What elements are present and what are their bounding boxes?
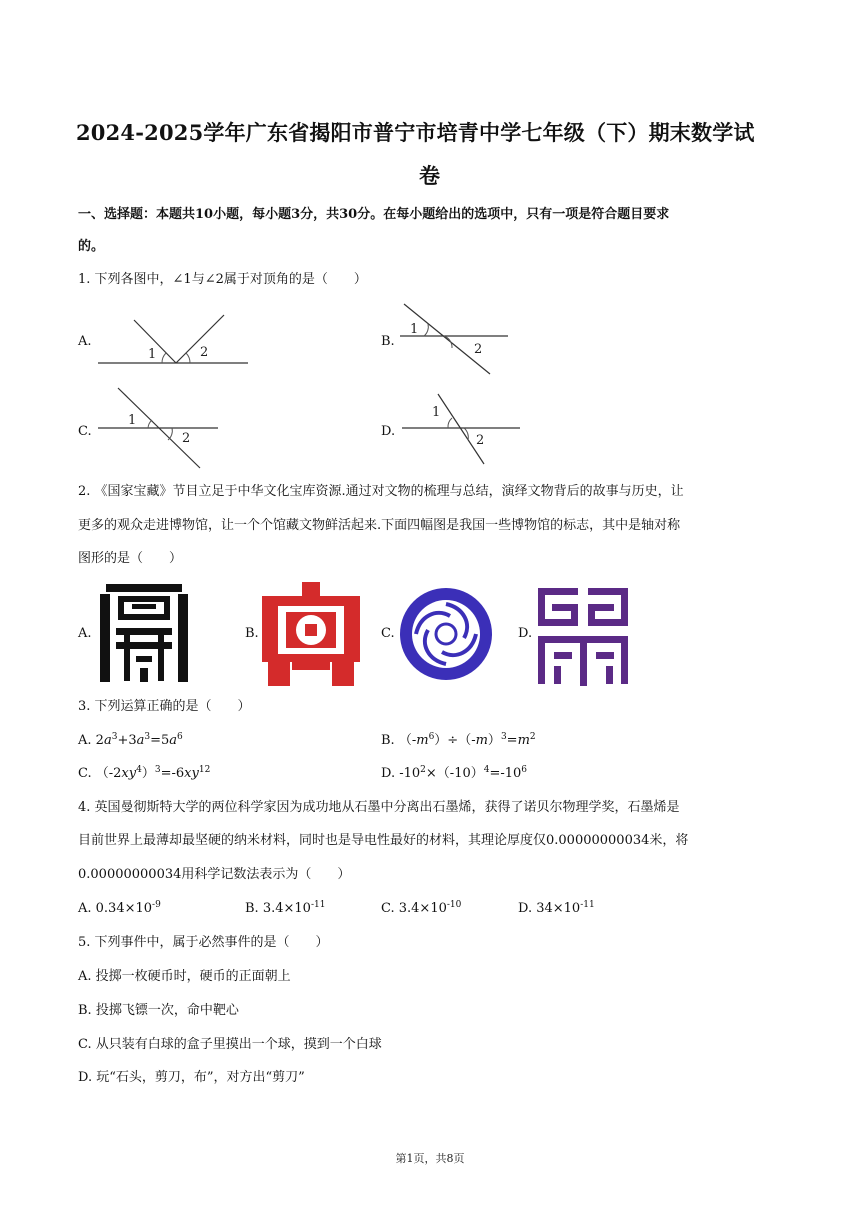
svg-text:2: 2 (182, 431, 191, 446)
question-4-line2: 目前世界上最薄却最坚硬的纳米材料，同时也是导电性最好的材料，其理论厚度仅0.00000000034米，将 (78, 833, 689, 848)
question-5-stem: 5. 下列事件中，属于必然事件的是（ ） (78, 935, 329, 950)
q2-option-b-logo (262, 582, 360, 688)
page-title-continued: 卷 (419, 163, 441, 188)
section-heading: 一、选择题：本题共10小题，每小题3分，共30分。在每小题给出的选项中，只有一项是符合题目要求 (78, 207, 670, 222)
q2-option-d-label: D. (518, 626, 533, 641)
svg-text:1: 1 (410, 322, 419, 337)
angle-1-label: 1 (148, 347, 157, 362)
svg-text:1: 1 (432, 405, 441, 420)
angle-2-label: 2 (200, 345, 209, 360)
svg-text:1: 1 (128, 413, 137, 428)
page-title: 2024-2025学年广东省揭阳市普宁市培青中学七年级（下）期末数学试 (76, 120, 755, 145)
q4-option-b: B. $3.4\times 10^{-11}$ (245, 900, 326, 916)
q1-option-b-label: B. (381, 334, 395, 349)
question-2-line2: 更多的观众走进博物馆，让一个个馆藏文物鲜活起来.下面四幅图是我国一些博物馆的标志，其中是轴对称 (78, 518, 681, 533)
q4-option-d: D. $34\times 10^{-11}$ (518, 900, 595, 916)
q1-option-a-label: A. (78, 334, 92, 349)
q2-option-d-logo (536, 584, 632, 688)
q2-option-a-logo (96, 582, 192, 686)
q3-option-d: D. $-10^2\times(-10)^4=-10^6$ (381, 765, 528, 781)
q1-option-c-figure (96, 384, 222, 472)
question-4-line1: 4. 英国曼彻斯特大学的两位科学家因为成功地从石墨中分离出石墨烯，获得了诺贝尔物理学奖，石墨烯是 (78, 800, 680, 815)
question-2-line3: 图形的是（ ） (78, 551, 183, 566)
q2-option-b-label: B. (245, 626, 259, 641)
q1-option-c-label: C. (78, 424, 92, 439)
q1-option-d-figure (398, 392, 524, 468)
q4-option-a: A. $0.34\times 10^{-9}$ (78, 900, 161, 916)
q3-option-a: A. $2a^3+3a^3=5a^6$ (78, 732, 183, 748)
question-1-stem: 1. 下列各图中，∠1与∠2属于对顶角的是（ ） (78, 272, 367, 287)
question-4-line3: 0.00000000034用科学记数法表示为（ ） (78, 867, 351, 882)
svg-text:2: 2 (476, 433, 485, 448)
q3-option-b: B. $(-m^6)\div(-m)^3=m^2$ (381, 732, 536, 748)
q1-option-d-label: D. (381, 424, 396, 439)
q2-option-a-label: A. (78, 626, 92, 641)
q3-option-c: C. $(-2xy^4)^3=-6xy^{12}$ (78, 765, 211, 781)
q5-option-b: B. 投掷飞镖一次，命中靶心 (78, 1003, 239, 1018)
question-3-stem: 3. 下列运算正确的是（ ） (78, 699, 251, 714)
question-2-line1: 2. 《国家宝藏》节目立足于中华文化宝库资源.通过对文物的梳理与总结，演绎文物背后的故事与历史，让 (78, 484, 684, 499)
q4-option-c: C. $3.4\times 10^{-10}$ (381, 900, 462, 916)
section-heading-continued: 的。 (78, 239, 105, 254)
svg-text:2: 2 (474, 342, 483, 357)
q5-option-a: A. 投掷一枚硬币时，硬币的正面朝上 (78, 969, 291, 984)
q2-option-c-label: C. (381, 626, 395, 641)
q2-option-c-logo (398, 586, 494, 682)
page-footer: 第1页，共8页 (395, 1152, 465, 1165)
q1-option-a-figure (96, 312, 256, 368)
q5-option-d: D. 玩“石头，剪刀，布”，对方出“剪刀” (78, 1070, 305, 1085)
q5-option-c: C. 从只装有白球的盒子里摸出一个球，摸到一个白球 (78, 1037, 382, 1052)
q1-option-b-figure (398, 300, 514, 378)
